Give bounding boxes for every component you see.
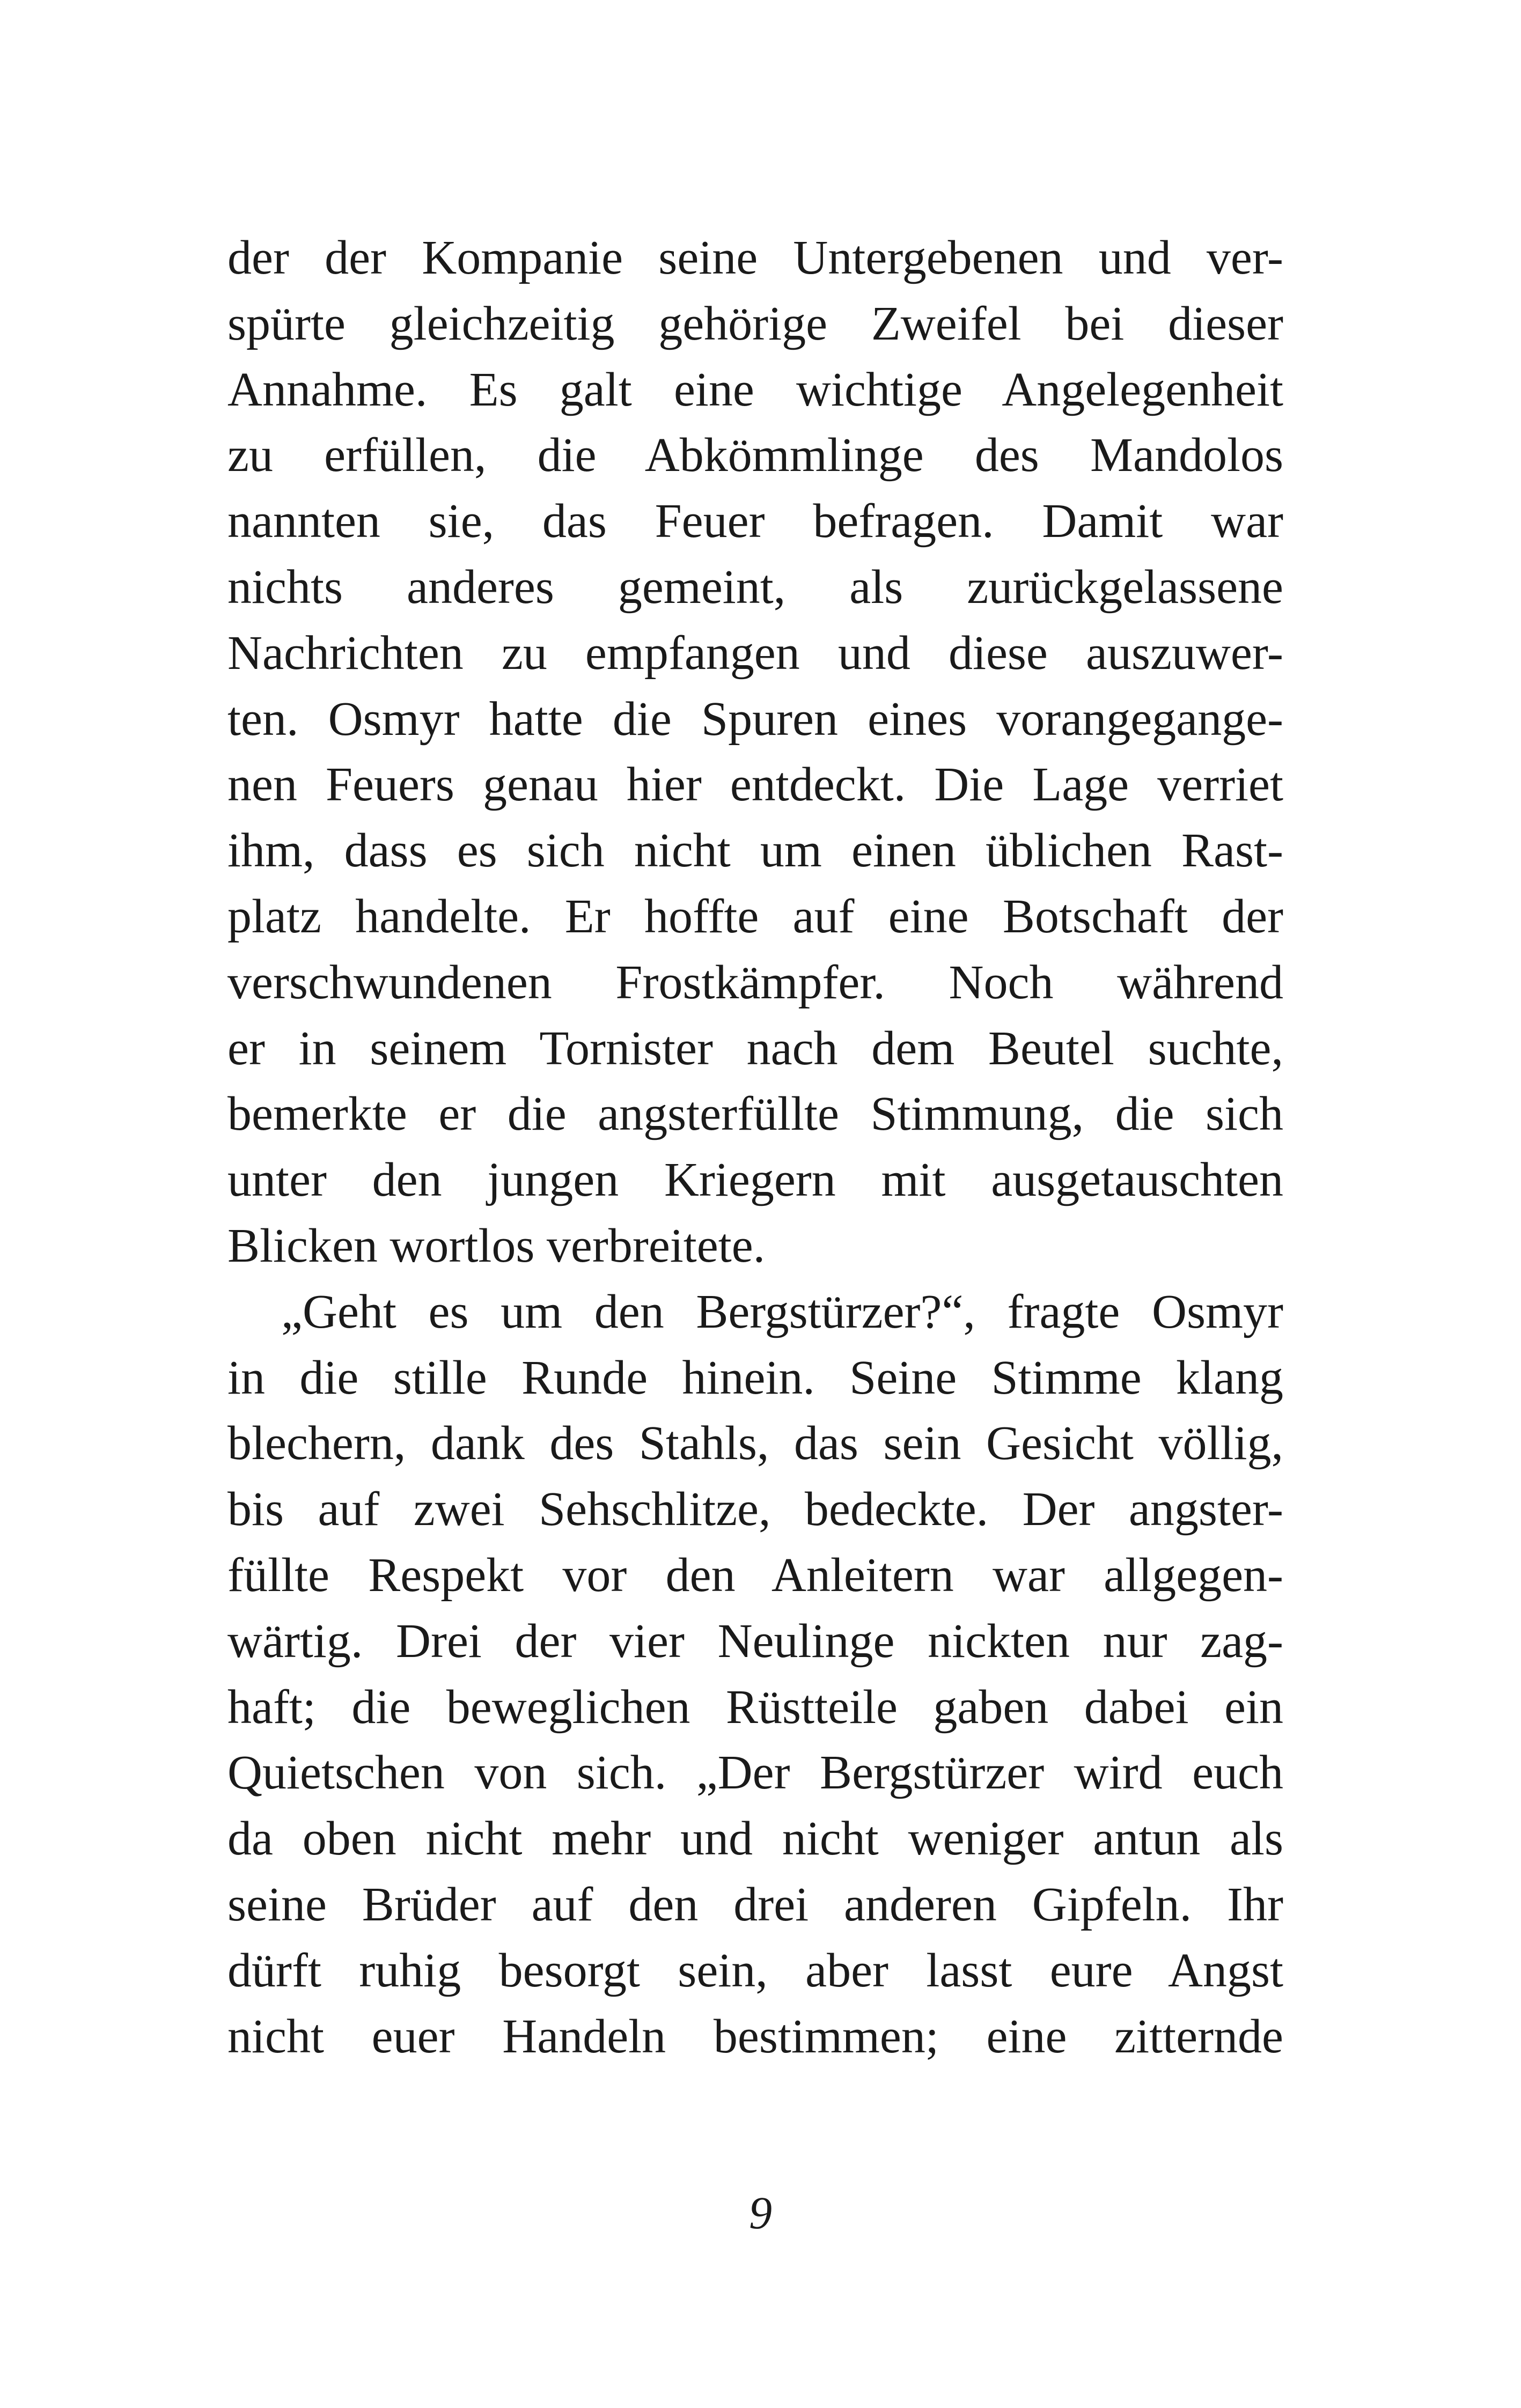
text-line: wärtig. Drei der vier Neulinge nickten nur zag-	[227, 1614, 1283, 1668]
text-line: Quietschen von sich. „Der Bergstürzer wird euch	[227, 1746, 1283, 1800]
text-line: Annahme. Es galt eine wichtige Angelegenheit	[227, 363, 1283, 416]
text-line: bis auf zwei Sehschlitze, bedeckte. Der angster-	[227, 1483, 1283, 1536]
body-text	[227, 225, 1283, 2070]
text-line: füllte Respekt vor den Anleitern war allgegen-	[227, 1548, 1283, 1602]
text-line: haft; die beweglichen Rüstteile gaben dabei ein	[227, 1680, 1283, 1734]
text-line: blechern, dank des Stahls, das sein Gesicht völlig,	[227, 1417, 1283, 1470]
text-line: nannten sie, das Feuer befragen. Damit war	[227, 495, 1283, 548]
text-line: er in seinem Tornister nach dem Beutel suchte,	[227, 1021, 1283, 1075]
text-line: zu erfüllen, die Abkömmlinge des Mandolos	[227, 429, 1283, 482]
text-line: spürte gleichzeitig gehörige Zweifel bei dieser	[227, 297, 1283, 350]
paragraph-start-line: „Geht es um den Bergstürzer?“, fragte Osmyr	[281, 1285, 1283, 1338]
text-line: ten. Osmyr hatte die Spuren eines vorangegange-	[227, 692, 1283, 746]
text-line: seine Brüder auf den drei anderen Gipfeln. Ihr	[227, 1877, 1283, 1931]
text-line: nicht euer Handeln bestimmen; eine zitternde	[227, 2009, 1283, 2063]
paragraph-end-line: Blicken wortlos verbreitete.	[227, 1219, 766, 1272]
text-line: verschwundenen Frostkämpfer. Noch während	[227, 955, 1283, 1009]
text-line: nichts anderes gemeint, als zurückgelassene	[227, 560, 1283, 614]
page-number: 9	[749, 2187, 772, 2238]
text-line: bemerkte er die angsterfüllte Stimmung, die sich	[227, 1087, 1283, 1141]
text-line: platz handelte. Er hoffte auf eine Botschaft der	[227, 889, 1283, 943]
text-line: der der Kompanie seine Untergebenen und ver-	[227, 231, 1283, 284]
text-line: Nachrichten zu empfangen und diese auszuwer-	[227, 626, 1283, 680]
text-line: in die stille Runde hinein. Seine Stimme klang	[227, 1351, 1283, 1404]
text-line: unter den jungen Kriegern mit ausgetauschten	[227, 1153, 1283, 1207]
text-line: ihm, dass es sich nicht um einen üblichen Rast-	[227, 824, 1283, 878]
text-line: dürft ruhig besorgt sein, aber lasst eure Angst	[227, 1943, 1283, 1997]
text-line: nen Feuers genau hier entdeckt. Die Lage verriet	[227, 758, 1283, 812]
text-line: da oben nicht mehr und nicht weniger antun als	[227, 1812, 1283, 1866]
